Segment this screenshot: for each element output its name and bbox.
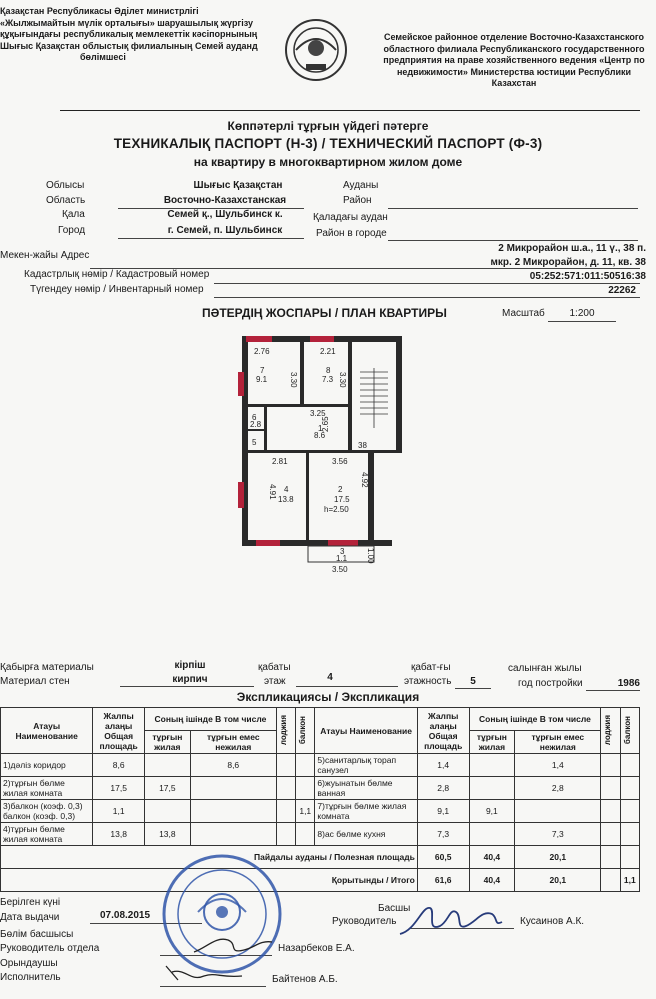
room-number: 1 — [318, 424, 323, 433]
cell-balcony — [296, 823, 315, 846]
dept-label-kz: Бөлім басшысы — [0, 929, 74, 940]
dept-label-ru: Руководитель отдела — [0, 943, 100, 954]
plan-window — [310, 336, 334, 342]
floor-plan — [236, 332, 416, 576]
plan-wall — [348, 342, 352, 452]
year-value: 1986 — [617, 678, 640, 689]
floors-label-ru: этажность — [404, 676, 452, 687]
room-name: 7)тұрғын бөлме жилая комната — [315, 800, 417, 823]
plan-wall — [242, 336, 248, 546]
plan-wall — [248, 404, 348, 407]
room-number: 5 — [252, 438, 257, 447]
floors-label-kz: қабат-ғы — [411, 662, 451, 673]
floor-value: 4 — [327, 672, 333, 683]
dim-label: 1.00 — [366, 548, 375, 564]
col-header-text: лоджия — [278, 715, 288, 746]
col-header: тұрғын жилая — [145, 731, 191, 754]
issued-label-ru: Дата выдачи — [0, 912, 60, 923]
useful-res: 40,4 — [469, 846, 515, 869]
address-label: Мекен-жайы Адрес — [0, 250, 90, 261]
explication-table — [0, 707, 640, 892]
org-kz-line: «Жылжымайтын мүлік орталығы» шаруашылық жүргізу — [0, 17, 253, 28]
inventory-label: Түгендеу нөмір / Инвентарный номер — [30, 284, 204, 295]
room-name: 4)тұрғын бөлме жилая комната — [1, 823, 93, 846]
cell-res — [145, 800, 191, 823]
org-ru-line: Казахстан — [491, 78, 537, 88]
col-header: Атауы Наименование — [315, 708, 417, 754]
plan-wall — [396, 336, 402, 452]
signature-dept — [188, 930, 278, 960]
useful-area-label: Пайдалы ауданы / Полезная площадь — [1, 846, 418, 869]
field-line — [296, 686, 398, 687]
col-header: Соның ішінде В том числе — [145, 708, 277, 731]
explication-title: Экспликациясы / Экспликация — [236, 690, 420, 704]
oblast-value: Восточно-Казахстанская — [163, 195, 287, 206]
room-number: 6 — [252, 413, 257, 422]
header-divider — [60, 110, 640, 111]
dim-label: 2.76 — [254, 347, 270, 356]
cell-nonres — [190, 777, 276, 800]
wall-label-ru: Материал стен — [0, 676, 70, 687]
gorod-value: г. Семей, п. Шульбинск — [167, 225, 283, 236]
org-ru-line: областного филиала Республиканского государственного — [383, 43, 645, 54]
room-name: 3)балкон (коэф. 0,3) балкон (коэф. 0,3) — [1, 800, 93, 823]
room-area: 1.1 — [336, 554, 348, 563]
plan-wall — [306, 453, 309, 540]
cell-res: 13,8 — [145, 823, 191, 846]
room-number: 8 — [326, 366, 331, 375]
col-header-text: лоджия — [603, 715, 613, 746]
dim-label: 2.21 — [320, 347, 336, 356]
total-row — [1, 869, 640, 892]
dim-label: 4.92 — [360, 472, 369, 488]
emblem-icon — [284, 18, 348, 82]
field-line — [388, 240, 638, 241]
table-row — [1, 777, 640, 800]
cell-total: 13,8 — [93, 823, 145, 846]
year-label-kz: салынған жылы — [508, 663, 582, 674]
room-area: 9.1 — [256, 375, 268, 384]
dept-name: Назарбеков Е.А. — [278, 943, 355, 954]
cell-loggia — [276, 777, 295, 800]
plan-window — [238, 372, 244, 396]
exec-label-ru: Исполнитель — [0, 972, 61, 983]
col-header — [296, 708, 315, 754]
useful-area-row — [1, 846, 640, 869]
cell-balcony: 1,1 — [296, 800, 315, 823]
oblys-value: Шығыс Қазақстан — [193, 180, 283, 191]
dim-label: 3.50 — [332, 565, 348, 574]
cell-nonres — [515, 800, 601, 823]
cell-total: 1,4 — [417, 754, 469, 777]
room-name: 6)жуынатын бөлме ванная — [315, 777, 417, 800]
raion-gorod-label: Район в городе — [316, 228, 387, 239]
signature-exec — [160, 958, 250, 988]
oblast-label: Область — [46, 195, 86, 206]
cadastral-value: 05:252:571:011:50516:38 — [529, 271, 646, 282]
dim-label: 3.56 — [332, 457, 348, 466]
col-header: Соның ішінде В том числе — [469, 708, 601, 731]
total-total: 61,6 — [417, 869, 469, 892]
apartment-number: 38 — [358, 441, 367, 450]
issued-value: 07.08.2015 — [100, 910, 151, 921]
plan-wall — [248, 429, 265, 431]
useful-nonres: 20,1 — [515, 846, 601, 869]
col-header — [620, 708, 639, 754]
plan-wall — [300, 342, 304, 406]
wall-value-ru: кирпич — [172, 674, 208, 685]
col-header: тұрғын жилая — [469, 731, 515, 754]
dim-label: 2.65 — [321, 416, 330, 432]
col-header — [601, 708, 620, 754]
cell-nonres — [190, 823, 276, 846]
dim-label: 3.30 — [338, 372, 347, 388]
field-line — [388, 208, 638, 209]
title-kz: Көппәтерлі тұрғын үйдегі пәтерге — [227, 119, 429, 133]
org-kz-line: құқығындағы республикалық мемлекеттік кәсіпорнының — [0, 29, 258, 39]
cell-total: 2,8 — [417, 777, 469, 800]
address-ru: мкр. 2 Микрорайон, д. 11, кв. 38 — [490, 257, 646, 268]
signature-head — [396, 900, 506, 940]
cell-balcony — [620, 846, 639, 869]
org-ru-line: недвижимости» Министерства юстиции Республики — [396, 66, 632, 77]
head-name: Кусаинов А.К. — [520, 916, 585, 927]
cell-nonres: 1,4 — [515, 754, 601, 777]
cell-balcony — [296, 754, 315, 777]
exec-name: Байтенов А.Б. — [272, 974, 338, 985]
kala-label: Қала — [62, 209, 85, 220]
org-kz-line: Шығыс Қазақстан облыстық филиалының Семей ауданд — [0, 40, 258, 51]
room-number: 2 — [338, 485, 343, 494]
address-kz: 2 Микрорайон ш.а., 11 ү., 38 п. — [498, 243, 646, 254]
plan-window — [246, 336, 272, 342]
page-title: ТЕХНИКАЛЫҚ ПАСПОРТ (Н-3) / ТЕХНИЧЕСКИЙ ПАСПОРТ (Ф-3) — [113, 136, 543, 151]
col-header-text: балкон — [298, 716, 308, 745]
head-label-ru: Руководитель — [332, 916, 397, 927]
field-line — [118, 238, 304, 239]
room-name: 1)дәліз коридор — [1, 754, 93, 777]
cell-total: 1,1 — [93, 800, 145, 823]
org-ru — [372, 32, 656, 90]
plan-window — [328, 540, 358, 546]
exec-label-kz: Орындаушы — [0, 958, 58, 969]
room-area: 7.3 — [322, 375, 334, 384]
cell-total: 9,1 — [417, 800, 469, 823]
field-line — [120, 686, 254, 687]
stairs-icon — [360, 368, 388, 428]
cell-nonres: 7,3 — [515, 823, 601, 846]
cell-nonres: 8,6 — [190, 754, 276, 777]
useful-total: 60,5 — [417, 846, 469, 869]
col-header-text: балкон — [622, 716, 632, 745]
room-area: 17.5 — [334, 495, 350, 504]
head-label-kz: Басшы — [378, 903, 411, 914]
plan-wall — [368, 452, 374, 546]
room-name: 8)ас бөлме кухня — [315, 823, 417, 846]
org-ru-line: Семейское районное отделение Восточно-Казахстанского — [383, 32, 645, 42]
scale-value: 1:200 — [569, 308, 595, 319]
field-line — [214, 297, 640, 298]
cell-loggia — [276, 823, 295, 846]
col-header: Жалпы алаңы Общая площадь — [93, 708, 145, 754]
room-number: 7 — [260, 366, 265, 375]
dim-label: 4.91 — [268, 484, 277, 500]
total-label: Қорытынды / Итого — [1, 869, 418, 892]
scale-label: Масштаб — [502, 308, 545, 319]
field-line — [214, 283, 640, 284]
field-line — [455, 688, 491, 689]
cell-total: 7,3 — [417, 823, 469, 846]
cell-balcony — [620, 800, 639, 823]
room-number: 4 — [284, 485, 289, 494]
year-label-ru: год постройки — [518, 678, 583, 689]
oblys-label: Облысы — [46, 180, 85, 191]
cell-balcony — [620, 823, 639, 846]
room-area: 13.8 — [278, 495, 294, 504]
cell-loggia — [276, 800, 295, 823]
cell-res: 9,1 — [469, 800, 515, 823]
cell-loggia — [601, 869, 620, 892]
org-kz — [0, 6, 270, 64]
col-header: тұрғын емес нежилая — [190, 731, 276, 754]
org-ru-line: предприятия на праве хозяйственного ведения «Центр по — [383, 55, 645, 65]
room-area: 2.8 — [250, 420, 262, 429]
col-header: Жалпы алаңы Общая площадь — [417, 708, 469, 754]
inventory-value: 22262 — [608, 285, 636, 296]
wall-value-kz: кірпіш — [174, 660, 206, 671]
col-header — [276, 708, 295, 754]
dim-label: 2.81 — [272, 457, 288, 466]
table-row — [1, 823, 640, 846]
cell-total: 17,5 — [93, 777, 145, 800]
kaladagy-label: Қаладағы аудан — [313, 212, 388, 223]
floors-value: 5 — [470, 676, 476, 687]
field-line — [548, 321, 616, 322]
plan-title: ПӘТЕРДІҢ ЖОСПАРЫ / ПЛАН КВАРТИРЫ — [202, 306, 447, 320]
cell-nonres — [190, 800, 276, 823]
table-row — [1, 754, 640, 777]
raion-label: Район — [343, 195, 372, 206]
plan-window — [238, 482, 244, 508]
cell-loggia — [601, 777, 620, 800]
gorod-label: Город — [58, 225, 86, 236]
plan-window — [256, 540, 280, 546]
total-balcony: 1,1 — [620, 869, 639, 892]
issued-label-kz: Берілген күні — [0, 897, 61, 908]
cadastral-label: Кадастрлық нөмір / Кадастровый номер — [24, 269, 210, 280]
cell-balcony — [620, 754, 639, 777]
org-kz-line: бөлімшесі — [80, 52, 126, 62]
cell-res — [469, 754, 515, 777]
room-area: 8.6 — [314, 431, 326, 440]
cell-loggia — [601, 754, 620, 777]
cell-balcony — [620, 777, 639, 800]
total-nonres: 20,1 — [515, 869, 601, 892]
table-row — [1, 800, 640, 823]
cell-res — [469, 777, 515, 800]
col-header: Атауы Наименование — [1, 708, 93, 754]
dim-label: 3.30 — [289, 372, 298, 388]
cell-loggia — [601, 823, 620, 846]
room-number: 3 — [340, 547, 345, 556]
cell-loggia — [276, 754, 295, 777]
title-sub: на квартиру в многоквартирном жилом доме — [193, 155, 463, 169]
audany-label: Ауданы — [343, 180, 379, 191]
room-height: h=2.50 — [324, 505, 349, 514]
floor-label-ru: этаж — [264, 676, 286, 687]
room-name: 2)тұрғын бөлме жилая комната — [1, 777, 93, 800]
cell-nonres: 2,8 — [515, 777, 601, 800]
cell-total: 8,6 — [93, 754, 145, 777]
dim-label: 3.25 — [310, 409, 326, 418]
cell-loggia — [601, 846, 620, 869]
floor-label-kz: қабаты — [258, 662, 291, 673]
cell-res — [469, 823, 515, 846]
cell-res — [145, 754, 191, 777]
wall-label-kz: Қабырға материалы — [0, 662, 94, 673]
room-name: 5)санитарлық торап санузел — [315, 754, 417, 777]
cell-balcony — [296, 777, 315, 800]
cell-loggia — [601, 800, 620, 823]
cell-res: 17,5 — [145, 777, 191, 800]
kala-value: Семей қ., Шульбинск к. — [167, 209, 283, 220]
total-res: 40,4 — [469, 869, 515, 892]
plan-wall — [248, 450, 402, 453]
col-header: тұрғын емес нежилая — [515, 731, 601, 754]
org-kz-line: Қазақстан Республикасы Әділет министрлігі — [0, 6, 199, 16]
